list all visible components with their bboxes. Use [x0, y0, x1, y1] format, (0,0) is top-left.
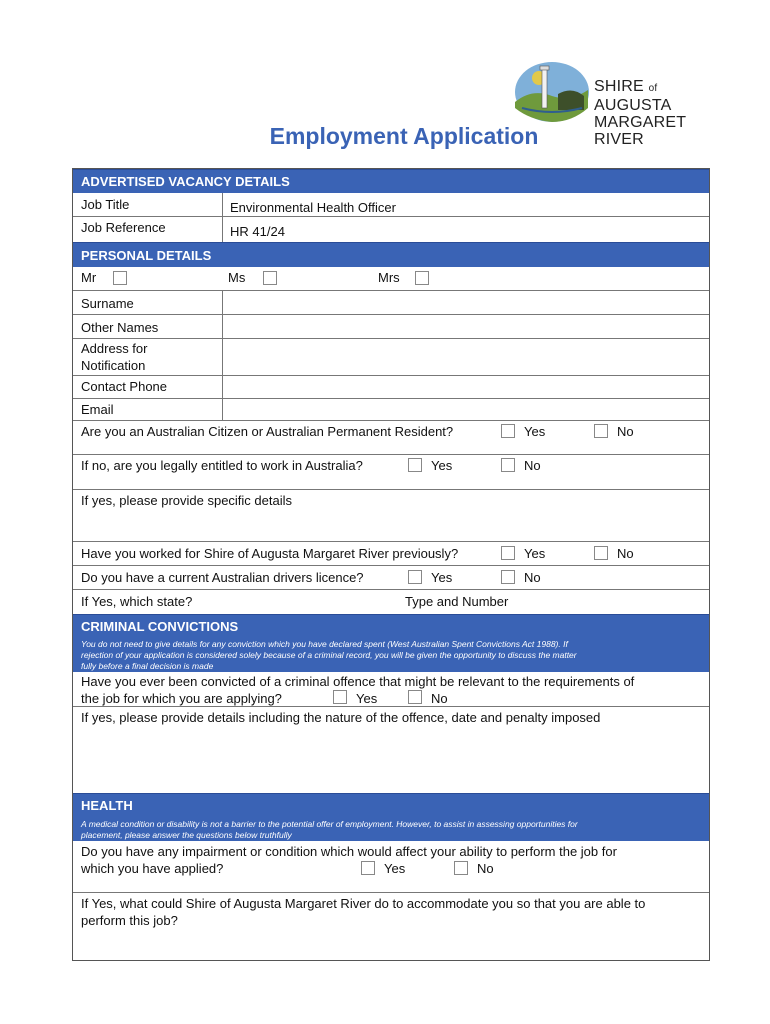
convicted-no-label: No: [431, 691, 448, 706]
impairment-question-line2: which you have applied?: [81, 861, 224, 876]
criminal-note: [73, 637, 709, 672]
licence-no-checkbox[interactable]: [501, 570, 515, 584]
citizen-row: [73, 421, 709, 455]
job-title-value[interactable]: Environmental Health Officer: [230, 200, 396, 215]
criminal-section-header: CRIMINAL CONVICTIONS: [73, 614, 709, 637]
application-form: [72, 168, 710, 961]
licence-yes-label: Yes: [431, 570, 453, 585]
impairment-yes-label: Yes: [384, 861, 406, 876]
citizen-yes-label: Yes: [524, 424, 546, 439]
entitled-no-label: No: [524, 458, 541, 473]
job-title-label: Job Title: [81, 197, 130, 212]
worked-row: [73, 542, 709, 566]
entitled-question: If no, are you legally entitled to work in Australia?: [81, 458, 363, 473]
convicted-question-line1: Have you ever been convicted of a criminal offence that might be relevant to the requirements of: [81, 674, 635, 689]
shire-emblem-icon: [512, 58, 590, 124]
details-question: If yes, please provide specific details: [81, 493, 292, 508]
licence-row: [73, 566, 709, 590]
job-reference-label: Job Reference: [81, 220, 166, 235]
accommodate-row[interactable]: [73, 893, 709, 960]
citizen-no-label: No: [617, 424, 634, 439]
address-label-line2: Notification: [81, 358, 146, 373]
convicted-row: [73, 672, 709, 707]
job-reference-value[interactable]: HR 41/24: [230, 224, 285, 239]
offence-details-question: If yes, please provide details including the nature of the offence, date and penalty imposed: [81, 710, 601, 725]
ms-label: Ms: [228, 270, 246, 285]
licence-question: Do you have a current Australian drivers licence?: [81, 570, 364, 585]
other-names-field[interactable]: [223, 315, 709, 338]
phone-row: [73, 376, 709, 399]
other-names-row: [73, 315, 709, 339]
page-title: Employment Application: [269, 123, 539, 149]
impairment-no-checkbox[interactable]: [454, 861, 468, 875]
surname-field[interactable]: [223, 291, 709, 314]
title-row: [73, 267, 709, 291]
surname-row: [73, 291, 709, 315]
impairment-no-label: No: [477, 861, 494, 876]
convicted-yes-label: Yes: [356, 691, 378, 706]
health-note-line2: placement, please answer the questions below truthfully: [81, 830, 292, 840]
mr-label: Mr: [81, 270, 97, 285]
citizen-yes-checkbox[interactable]: [501, 424, 515, 438]
vacancy-section-header: ADVERTISED VACANCY DETAILS: [73, 169, 709, 193]
shire-logo: [512, 58, 734, 148]
other-names-label: Other Names: [81, 320, 159, 335]
convicted-question-line2: the job for which you are applying?: [81, 691, 282, 706]
criminal-note-line3: fully before a final decision is made: [81, 661, 214, 671]
criminal-note-line1: You do not need to give details for any conviction which you have declared spent (West Australian Spent Convictions Act 1988). If: [81, 639, 568, 649]
health-note-line1: A medical condition or disability is not a barrier to the potential offer of employment. However, to assist in assessing opportunities for: [81, 819, 578, 829]
worked-yes-label: Yes: [524, 546, 546, 561]
surname-label: Surname: [81, 296, 134, 311]
address-row: [73, 339, 709, 376]
shire-logo-text: SHIRE of AUGUSTA MARGARET RIVER: [594, 78, 686, 148]
ms-checkbox[interactable]: [263, 271, 277, 285]
worked-question: Have you worked for Shire of Augusta Margaret River previously?: [81, 546, 459, 561]
licence-no-label: No: [524, 570, 541, 585]
health-section-header: HEALTH: [73, 793, 709, 817]
impairment-yes-checkbox[interactable]: [361, 861, 375, 875]
worked-no-checkbox[interactable]: [594, 546, 608, 560]
job-title-row: [73, 193, 709, 217]
phone-field[interactable]: [223, 376, 709, 398]
impairment-row: [73, 841, 709, 893]
type-number-label: Type and Number: [405, 594, 509, 609]
worked-yes-checkbox[interactable]: [501, 546, 515, 560]
accommodate-question-line1: If Yes, what could Shire of Augusta Margaret River do to accommodate you so that you are able to: [81, 896, 646, 911]
entitled-row: [73, 455, 709, 490]
entitled-no-checkbox[interactable]: [501, 458, 515, 472]
entitled-yes-checkbox[interactable]: [408, 458, 422, 472]
health-note: [73, 817, 709, 841]
state-question: If Yes, which state?: [81, 594, 193, 609]
entitled-yes-label: Yes: [431, 458, 453, 473]
criminal-note-line2: rejection of your application is considered solely because of a criminal record, you will be given the opportunity to discuss the matter: [81, 650, 577, 660]
email-label: Email: [81, 402, 114, 417]
convicted-no-checkbox[interactable]: [408, 690, 422, 704]
citizen-question: Are you an Australian Citizen or Australian Permanent Resident?: [81, 424, 454, 439]
email-row: [73, 399, 709, 421]
convicted-yes-checkbox[interactable]: [333, 690, 347, 704]
state-row: [73, 590, 709, 614]
worked-no-label: No: [617, 546, 634, 561]
licence-yes-checkbox[interactable]: [408, 570, 422, 584]
email-field[interactable]: [223, 399, 709, 420]
personal-section-header: PERSONAL DETAILS: [73, 242, 709, 267]
mrs-checkbox[interactable]: [415, 271, 429, 285]
impairment-question-line1: Do you have any impairment or condition which would affect your ability to perform the job for: [81, 844, 617, 859]
mrs-label: Mrs: [378, 270, 400, 285]
details-row[interactable]: [73, 490, 709, 542]
accommodate-question-line2: perform this job?: [81, 913, 178, 928]
phone-label: Contact Phone: [81, 379, 168, 394]
citizen-no-checkbox[interactable]: [594, 424, 608, 438]
job-reference-row: [73, 217, 709, 242]
offence-details-row[interactable]: [73, 707, 709, 793]
mr-checkbox[interactable]: [113, 271, 127, 285]
address-label-line1: Address for: [81, 341, 148, 356]
address-field[interactable]: [223, 339, 709, 375]
